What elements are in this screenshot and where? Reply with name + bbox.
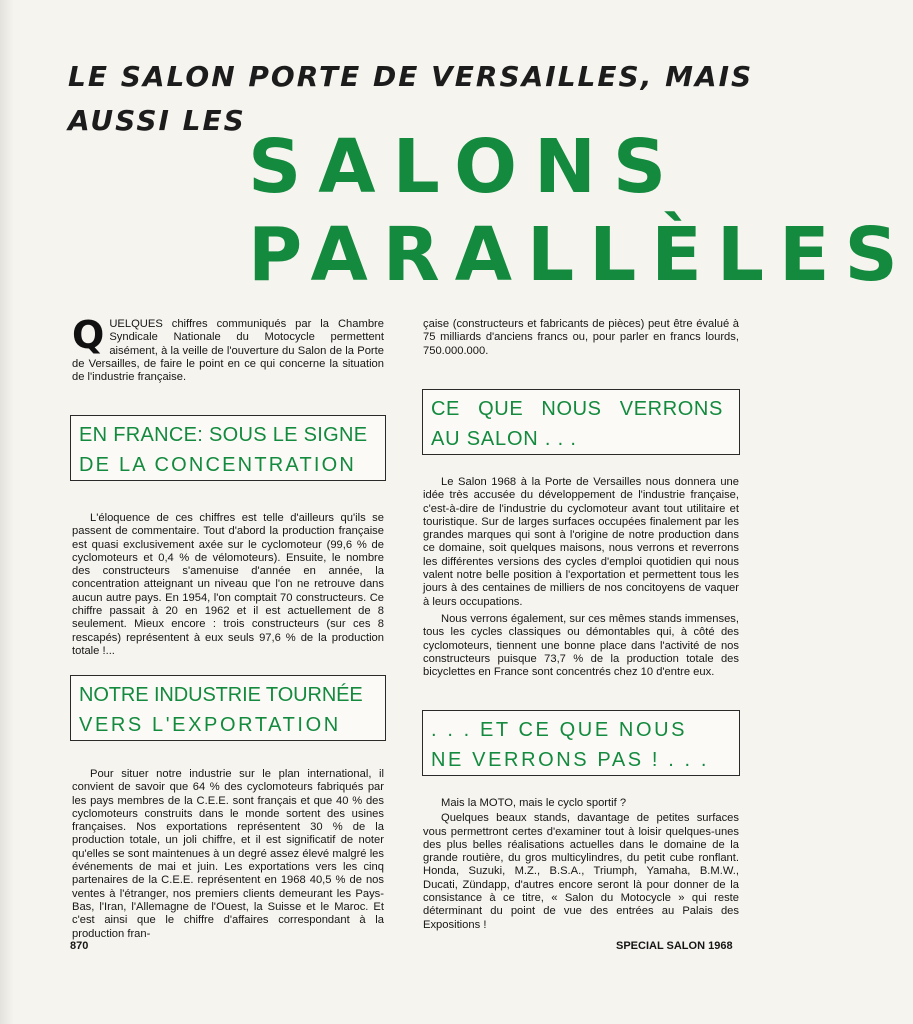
paragraph: Quelques beaux stands, davantage de petites surfaces vous permettront certes d'examiner tout à loisir quelques-unes des plus belles réalisations actuelles dans le domaine de la grande routière, du gros multicylindres, du petit cube ronflant. Honda, Suzuki, M.Z., B.S.A., Triumph, Yamaha, B.M.W., Ducati, Zündapp, d'autres encore seront là pour donner de la consistance à ce titre, « Salon du Motocycle » qui reste déterminant du point de vue des entrées au Palais des Expositions ! (423, 812, 739, 931)
page-edge (0, 0, 14, 1024)
drop-cap: Q (72, 313, 105, 357)
paragraph: Le Salon 1968 à la Porte de Versailles nous donnera une idée très accusée du développement de l'industrie française, c'est-à-dire de l'industrie du cyclomoteur avant tout utilitaire et touristique. Sur de larges surfaces occupées finalement par les grandes marques qui sont à l'origine de notre production dans ce domaine, soit quelques maisons, nous verrons et reverrons les différentes versions des cycles d'emploi quotidien qui nous valent notre belle position à l'exportation et permettent tous les jours à des centaines de milliers de nos concitoyens de vaquer à leurs occupations. (423, 476, 739, 608)
paragraph: Nous verrons également, sur ces mêmes stands immenses, tous les cycles classiques ou démontables qui, à côté des cyclomoteurs, tiennent une bonne place dans l'activité de nos constructeurs puisque 73,7 % de la production totale des bicyclettes en France sont concentrés chez 10 d'entre eux. (423, 612, 739, 679)
heading-line: . . . ET CE QUE NOUS (431, 719, 688, 741)
heading-line: AU SALON . . . (431, 428, 577, 450)
heading-line: VERS L'EXPORTATION (79, 714, 341, 736)
title-line-1: SALONS (248, 124, 684, 210)
heading-line: NE VERRONS PAS ! . . . (431, 749, 709, 771)
paragraph: L'éloquence de ces chiffres est telle d'ailleurs qu'ils se passent de commentaire. Tout d'abord la production française est quasi exclusivement axée sur le cyclomoteur (99,6 % de cyclomoteurs et 0,4 % de vélomoteurs). Ensuite, le nombre des constructeurs s'amenuise d'année en année, la concentration atteignant un niveau que l'on ne retrouve dans aucun autre pays. En 1954, l'on comptait 70 constructeurs. Ce chiffre passait à 20 en 1962 et il est actuellement de 8 seulement. Mieux encore : trois constructeurs (sur ces 8 rescapés) représentent à eux seuls 97,6 % de la production totale !... (72, 512, 384, 657)
paragraph: Mais la MOTO, mais le cyclo sportif ? (441, 797, 627, 809)
paragraph: Pour situer notre industrie sur le plan international, il convient de savoir que 64 % des cyclomoteurs fabriqués par les pays membres de la C.E.E. sont français et que 40 % des cyclomoteurs construits dans le monde sortent des usines françaises. Nos exportations représentent 30 % de la production totale, un joli chiffre, et il est significatif de noter qu'elles se sont maintenues à un degré assez élevé malgré les événements de mai et juin. Les exportations vers les cinq partenaires de la C.E.E. représentent en 1968 40,5 % de nos ventes à l'étranger, nos premiers clients demeurant les Pays-Bas, l'Iran, l'Allemagne de l'Ouest, la Suisse et le Maroc. Et c'est ainsi que le chiffre d'affaires correspondant à la production fran- (72, 768, 384, 940)
kicker-line-1: LE SALON PORTE DE VERSAILLES, MAIS (68, 60, 754, 93)
section-heading-exportation (70, 675, 386, 741)
heading-line: NOTRE INDUSTRIE TOURNÉE (79, 684, 363, 706)
intro-paragraph (72, 313, 384, 384)
heading-line: EN FRANCE: SOUS LE SIGNE (79, 424, 368, 446)
section-heading-ce-que-nous-verrons (422, 389, 740, 455)
paragraph: çaise (constructeurs et fabricants de pièces) peut être évalué à 75 milliards d'anciens francs ou, pour parler en francs lourds, 750.000.000. (423, 318, 739, 357)
section2-body (72, 768, 384, 941)
section-heading-ne-verrons-pas (422, 710, 740, 776)
intro-text: UELQUES chiffres communiqués par la Chambre Syndicale Nationale du Motocycle permettent aisément, à la veille de l'ouverture du Salon de la Porte de Versailles, de faire le point en ce qui concerne la situation de l'industrie française. (72, 318, 384, 384)
section4-body (423, 797, 739, 932)
kicker-line-2: AUSSI LES (68, 104, 246, 137)
section3-body (423, 476, 739, 679)
heading-line: DE LA CONCENTRATION (79, 454, 357, 476)
page-number: 870 (70, 940, 89, 952)
heading-line: CE QUE NOUS VERRONS (431, 398, 723, 420)
title-line-2: PARALLÈLES (248, 212, 913, 298)
section-heading-en-france (70, 415, 386, 481)
right-top-continuation (423, 318, 739, 358)
section1-body (72, 512, 384, 658)
publication-footer: SPECIAL SALON 1968 (616, 940, 733, 952)
